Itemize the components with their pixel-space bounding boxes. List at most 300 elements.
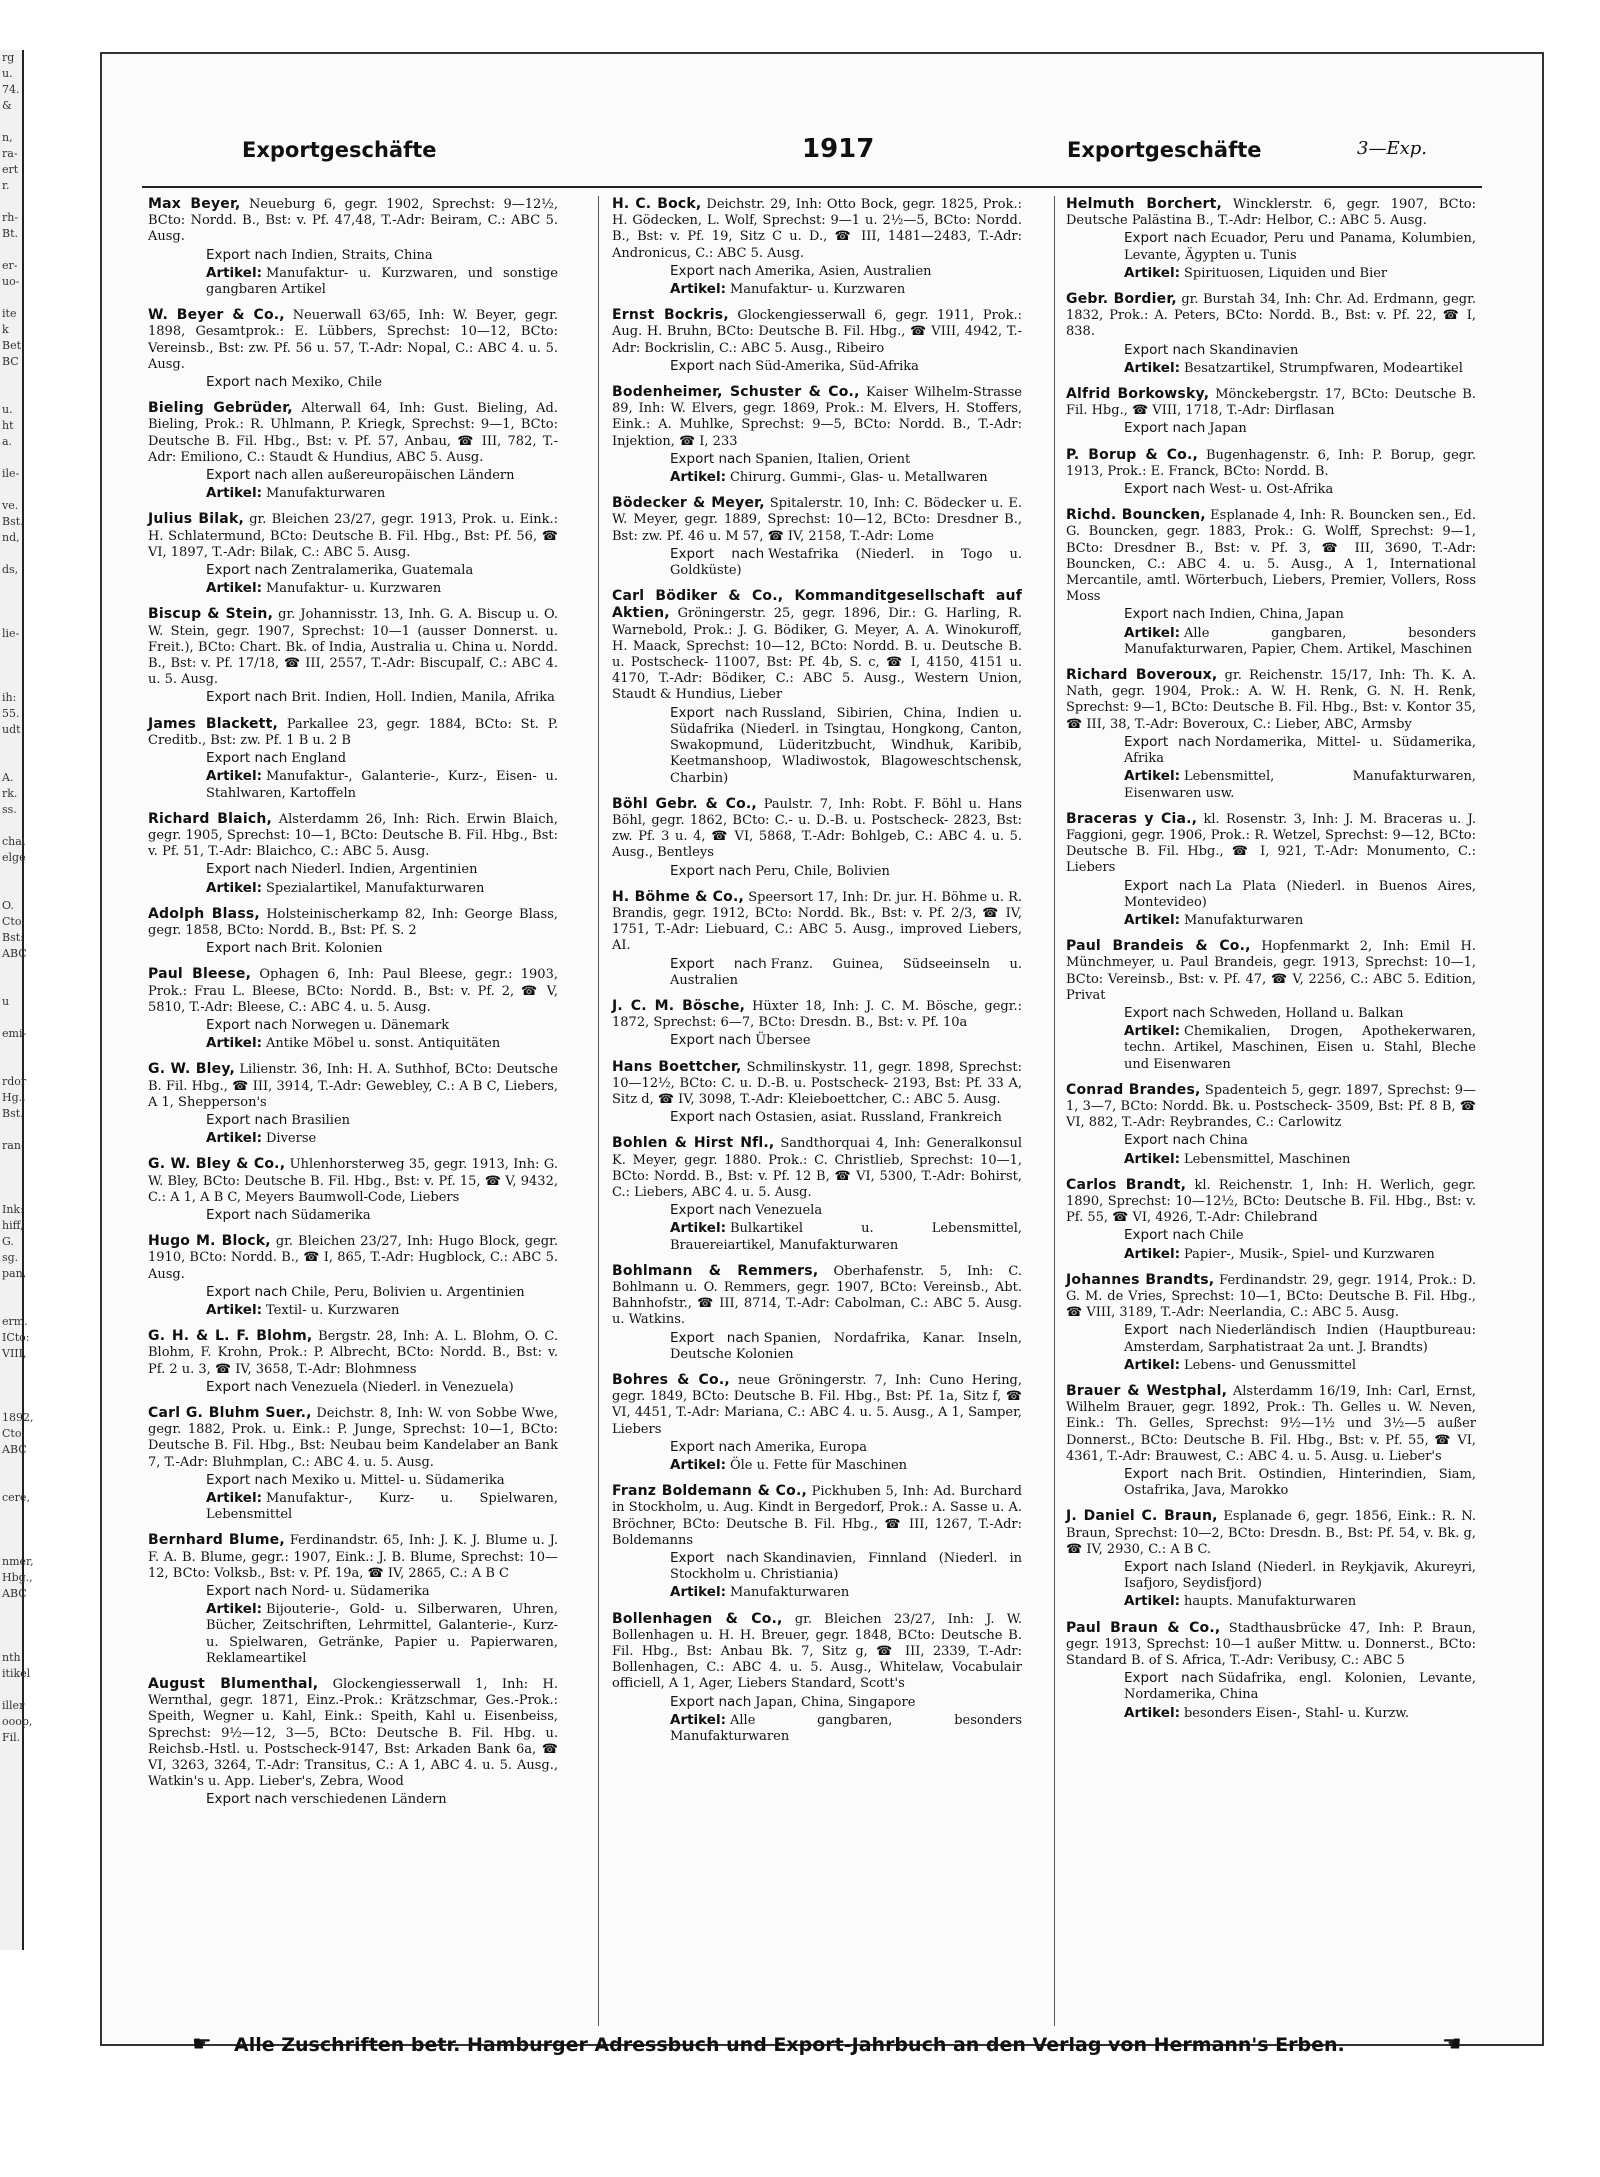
artikel-list: Manufaktur- u. Kurzwaren (265, 581, 442, 597)
firm-name: Bohres & Co., (612, 1372, 730, 1388)
artikel-list: besonders Eisen-, Stahl- u. Kurzw. (1183, 1705, 1410, 1721)
export-label: Export nach (1124, 481, 1206, 498)
export-destinations: West- u. Ost-Afrika (1209, 482, 1334, 498)
previous-page-fragment: r. (2, 179, 10, 192)
export-label: Export nach (1124, 1322, 1212, 1339)
directory-entry (612, 889, 1022, 989)
export-destinations: Indien, Straits, China (291, 247, 433, 263)
artikel-label: Artikel: (206, 1130, 262, 1147)
export-label: Export nach (670, 1109, 752, 1126)
export-label: Export nach (1124, 1670, 1214, 1687)
directory-entry (1066, 291, 1476, 377)
footer-notice: Alle Zuschriften betr. Hamburger Adressbuch und Export-Jahrbuch an den Verlag von Hermann's Erben. (234, 2034, 1345, 2056)
artikel-label: Artikel: (206, 768, 262, 785)
directory-entry (148, 1233, 558, 1319)
directory-entry (612, 1059, 1022, 1127)
previous-page-fragment: u. (2, 67, 13, 80)
directory-entry (148, 511, 558, 597)
artikel-list: Manufakturwaren (265, 486, 386, 502)
previous-page-fragment: ert (2, 163, 19, 176)
previous-page-fragment: rg (2, 51, 15, 64)
directory-entry (148, 1156, 558, 1224)
running-head-right: Exportgeschäfte (1067, 138, 1262, 162)
directory-entry (1066, 811, 1476, 929)
export-label: Export nach (670, 545, 765, 562)
previous-page-fragment: erm. (2, 1315, 28, 1328)
export-label: Export nach (670, 450, 752, 467)
export-destinations: Skandinavien (1209, 342, 1299, 358)
firm-name: Paul Bleese, (148, 966, 252, 983)
artikel-label: Artikel: (206, 1601, 262, 1618)
firm-details: Bugenhagenstr. 6, Inh: P. Borup, gegr. 1913, Prok.: E. Franck, BCto: Nordd. B. (1066, 447, 1476, 479)
export-label: Export nach (206, 1583, 288, 1600)
artikel-label: Artikel: (670, 1584, 726, 1601)
directory-entry (612, 196, 1022, 298)
previous-page-fragment (2, 1522, 22, 1538)
firm-details: Hopfenmarkt 2, Inh: Emil H. Münchmeyer, u. Paul Brandeis, gegr. 1913, Sprechst: 10—1, BCto: Vereinsb., Bst: v. Pf. 47, ☎ V, 2256, C.: ABC 5. Edition, Privat (1066, 939, 1476, 1003)
previous-page-fragment: pan, (2, 1267, 27, 1280)
export-destinations: Island (Niederl. in Reykjavik, Akureyri, Isafjoro, Seydisfjord) (1124, 1560, 1476, 1592)
previous-page-fragment (2, 386, 22, 402)
firm-name: Bieling Gebrüder, (148, 400, 293, 417)
export-destinations: allen außereuropäischen Ländern (291, 468, 515, 484)
firm-details: gr. Reichenstr. 15/17, Inh: Th. K. A. Nath, gegr. 1904, Prok.: A. W. H. Renk, G. N. H. Renk, Sprechst: 9—1, BCto: Deutsche B. Fil. Hbg., Bst: v. Kontor 35, ☎ III, 38, T.-Adr: Boveroux, C.: Lieber, ABC, Armsby (1066, 668, 1476, 732)
export-destinations: Peru, Chile, Bolivien (755, 863, 890, 879)
firm-details: Glockengiesserwall 6, gegr. 1911, Prok.: Aug. H. Bruhn, BCto: Deutsche B. Fil. Hbg., ☎ VIII, 4942, T.-Adr: Bockrislin, C.: ABC 5. Ausg., Ribeiro (612, 308, 1022, 356)
firm-details: Schmilinskystr. 11, gegr. 1898, Sprechst: 10—12½, BCto: C. u. D.-B. u. Postscheck- 2193, Bst: Pf. 33 A, Sitz d, ☎ IV, 3098, T.-Adr: Kleieboettcher, C.: ABC 5. Ausg. (612, 1059, 1022, 1107)
export-label: Export nach (1124, 1004, 1206, 1021)
artikel-list: Lebensmittel, Maschinen (1183, 1151, 1351, 1167)
artikel-list: Manufakturwaren (729, 1585, 850, 1601)
previous-page-fragment: ih: (2, 691, 17, 704)
artikel-label: Artikel: (1124, 911, 1180, 928)
previous-page-fragment: Bst: (2, 931, 24, 944)
previous-page-fragment: chai (2, 835, 26, 848)
directory-entry (1066, 1383, 1476, 1499)
previous-page-fragment: Bt. (2, 227, 19, 240)
artikel-list: Lebensmittel, Manufakturwaren, Eisenwaren usw. (1124, 769, 1476, 801)
firm-name: Julius Bilak, (148, 511, 244, 528)
previous-page-fragment: rh- (2, 211, 19, 224)
previous-page-fragment (2, 658, 22, 674)
firm-name: Carl G. Bluhm Suer., (148, 1405, 312, 1421)
previous-page-fragment: nd, (2, 531, 20, 544)
export-label: Export nach (670, 1550, 760, 1567)
previous-page-fragment: iller (2, 1699, 25, 1712)
firm-details: kl. Reichenstr. 1, Inh: H. Werlich, gegr. 1890, Sprechst: 10—12½, BCto: Deutsche B. Fil. Hbg., Bst: v. Pf. 55, ☎ VI, 4926, T.-Adr: Chilebrand (1066, 1177, 1476, 1226)
artikel-list: Manufaktur-, Kurz- u. Spielwaren, Lebensmittel (206, 1491, 558, 1523)
directory-entry (1066, 938, 1476, 1073)
directory-entry (1066, 447, 1476, 499)
firm-name: Ernst Bockris, (612, 307, 729, 324)
artikel-list: Spezialartikel, Manufakturwaren (265, 880, 485, 896)
previous-page-fragment: ra- (2, 147, 18, 160)
previous-page-fragment (2, 1058, 22, 1074)
previous-page-fragment (2, 818, 22, 834)
artikel-list: Lebens- und Genussmittel (1183, 1357, 1357, 1373)
previous-page-fragment: Bst. (2, 1107, 24, 1120)
firm-details: Deichstr. 8, Inh: W. von Sobbe Wwe, gegr. 1882, Prok. u. Eink.: P. Junge, Sprechst: 10—1, BCto: Deutsche B. Fil. Hbg., Bst: Neubau beim Kandelaber an Bank 7, T.-Adr: Bluhmplan, C.: ABC 4. u. 5. Ausg. (148, 1406, 558, 1470)
previous-page-strip (0, 50, 34, 1950)
page-year: 1917 (802, 134, 875, 164)
previous-page-fragment: Cto: (2, 1427, 26, 1440)
export-label: Export nach (1124, 1132, 1206, 1149)
previous-page-fragment: ooop, (2, 1715, 33, 1728)
previous-page-fragment: elge (2, 851, 26, 864)
firm-details: kl. Rosenstr. 3, Inh: J. M. Braceras u. J. Faggioni, gegr. 1906, Prok.: R. Wetzel, Sprechst: 9—12, BCto: Deutsche B. Fil. Hbg., ☎ I, 921, T.-Adr: Monumento, C.: Liebers (1066, 811, 1476, 876)
artikel-label: Artikel: (670, 1220, 726, 1237)
directory-entry (1066, 386, 1476, 438)
firm-details: Ophagen 6, Inh: Paul Bleese, gegr.: 1903, Prok.: Frau L. Bleese, BCto: Nordd. B., Bst: v. Pf. 2, ☎ V, 5810, T.-Adr: Bleese, C.: ABC 4. u. 5. Ausg. (148, 967, 558, 1015)
firm-details: neue Gröningerstr. 7, Inh: Cuno Hering, gegr. 1849, BCto: Deutsche B. Fil. Hbg., Bst: Pf. 1a, Sitz f, ☎ VI, 4451, T.-Adr: Mariana, C.: ABC 4. u. 5. Ausg., A 1, Samper, Liebers (612, 1373, 1023, 1437)
firm-name: J. C. M. Bösche, (612, 997, 746, 1014)
export-destinations: Amerika, Europa (755, 1439, 867, 1455)
artikel-list: Chirurg. Gummi-, Glas- u. Metallwaren (729, 470, 988, 486)
export-destinations: Niederländisch Indien (Hauptbureau: Amsterdam, Sarphatistraat 2a unt. J. Brandts) (1124, 1323, 1476, 1355)
firm-details: Spadenteich 5, gegr. 1897, Sprechst: 9—1, 3—7, BCto: Nordd. Bk. u. Postscheck- 3509, Bst: Pf. 8 B, ☎ VI, 882, T.-Adr: Reybrandes, C.: Carlowitz (1066, 1082, 1477, 1131)
previous-page-fragment: a. (2, 435, 13, 448)
directory-entry (148, 906, 558, 958)
previous-page-fragment: nmer, (2, 1555, 34, 1568)
directory-entry (148, 1532, 558, 1667)
directory-entry (1066, 196, 1476, 282)
previous-page-fragment: emi- (2, 1027, 27, 1040)
export-destinations: Franz. Guinea, Südseeinseln u. Australien (670, 956, 1022, 988)
export-label: Export nach (670, 262, 752, 279)
column-divider (598, 196, 599, 2026)
firm-details: Glockengiesserwall 1, Inh: H. Wernthal, gegr. 1871, Einz.-Prok.: Krätzschmar, Ges.-Prok.: Speith, Wegner u. Kahl, Eink.: Speith, Kahl u. Eisenbeiss, Sprechst: 9½—12, 3—5, BCto: Deutsche B. Fil. Hbg. u. Reichsb.-Hstl. u. Postscheck-9147, Bst: Arkaden Bank 6a, ☎ VI, 3263, 3264, T.-Adr: Transitus, C.: A 1, ABC 4. u. 5. Ausg., Watkin's u. App. Lieber's, Zebra, Wood (148, 1677, 558, 1790)
firm-name: H. Böhme & Co., (612, 888, 744, 905)
firm-details: Alterwall 64, Inh: Gust. Bieling, Ad. Bieling, Prok.: R. Uhlmann, P. Kriegk, Sprechst: 9—1, BCto: Deutsche B. Fil. Hbg., Bst: v. Pf. 57, Anbau, ☎ III, 782, T.-Adr: Emiliono, C.: Staudt & Hundius, ABC 5. Ausg. (148, 401, 558, 465)
previous-page-fragment (2, 482, 22, 498)
directory-entry (148, 1328, 558, 1396)
artikel-label: Artikel: (1124, 624, 1180, 641)
export-destinations: Ecuador, Peru und Panama, Kolumbien, Levante, Ägypten u. Tunis (1124, 231, 1476, 263)
export-label: Export nach (206, 750, 288, 767)
export-label: Export nach (206, 940, 288, 957)
firm-details: Bergstr. 28, Inh: A. L. Blohm, O. C. Blohm, F. Krohn, Prok.: P. Albrecht, BCto: Nordd. B., Bst: v. Pf. 2 u. 3, ☎ IV, 3658, T.-Adr: Blohmness (148, 1329, 558, 1377)
export-destinations: Spanien, Nordafrika, Kanar. Inseln, Deutsche Kolonien (670, 1330, 1022, 1362)
export-label: Export nach (670, 1438, 752, 1455)
export-destinations: Japan (1209, 421, 1247, 437)
previous-page-fragment (2, 1634, 22, 1650)
previous-page-fragment: ICto: (2, 1331, 30, 1344)
artikel-label: Artikel: (1124, 1704, 1180, 1721)
artikel-label: Artikel: (670, 281, 726, 298)
firm-name: Richard Blaich, (148, 810, 273, 827)
artikel-label: Artikel: (1124, 768, 1180, 785)
previous-page-fragment (2, 194, 22, 210)
firm-name: G. W. Bley, (148, 1061, 236, 1078)
export-label: Export nach (670, 1202, 752, 1219)
export-label: Export nach (206, 1471, 288, 1488)
directory-entry (1066, 1177, 1476, 1263)
previous-page-fragment: rdor (2, 1075, 27, 1088)
previous-page-fragment: ve. (2, 499, 19, 512)
firm-details: Esplanade 6, gegr. 1856, Eink.: R. N. Braun, Sprechst: 10—2, BCto: Dresdn. B., Bst: Pf. 54, v. Bk. g, ☎ IV, 2930, C.: A B C. (1066, 1509, 1476, 1557)
firm-name: Bödecker & Meyer, (612, 495, 765, 512)
previous-page-fragment: Hbg., (2, 1571, 33, 1584)
directory-entry (148, 606, 558, 706)
previous-page-fragment (2, 1298, 22, 1314)
firm-name: Bollenhagen & Co., (612, 1610, 783, 1627)
firm-details: Wincklerstr. 6, gegr. 1907, BCto: Deutsche Palästina B., T.-Adr: Helbor, C.: ABC 5. Ausg. (1066, 197, 1477, 229)
firm-name: James Blackett, (148, 715, 278, 732)
previous-page-fragment (2, 1042, 22, 1058)
previous-page-fragment (2, 1602, 22, 1618)
directory-entry (612, 1611, 1022, 1746)
previous-page-fragment: ht (2, 419, 14, 432)
previous-page-fragment: G. (2, 1235, 14, 1248)
firm-name: Böhl Gebr. & Co., (612, 795, 757, 812)
artikel-list: Öle u. Fette für Maschinen (729, 1458, 908, 1474)
artikel-list: Manufaktur- u. Kurzwaren (729, 282, 906, 298)
artikel-label: Artikel: (1124, 1593, 1180, 1610)
firm-details: Alsterdamm 26, Inh: Rich. Erwin Blaich, gegr. 1905, Sprechst: 10—1, BCto: Deutsche B. Fil. Hbg., Bst: v. Pf. 51, T.-Adr: Blaichco, C.: ABC 5. Ausg. (148, 811, 558, 860)
previous-page-fragment (2, 242, 22, 258)
previous-page-fragment: 1892, (2, 1411, 34, 1424)
firm-details: Ferdinandstr. 65, Inh: J. K. J. Blume u. J. F. A. B. Blume, gegr.: 1907, Eink.: J. B. Blume, Sprechst: 10—12, BCto: Volksb., Bst: v. Pf. 19a, ☎ IV, 2865, C.: A B C (148, 1533, 558, 1581)
firm-name: Max Beyer, (148, 196, 241, 212)
directory-entry (612, 1372, 1022, 1474)
artikel-label: Artikel: (206, 580, 262, 597)
firm-details: Alsterdamm 16/19, Inh: Carl, Ernst, Wilhelm Brauer, gegr. 1892, Prok.: Th. Gelles u. W. Neven, Eink.: Th. Gelles, Sprechst: 9½—1½ und 3½—5 außer Donnerst., BCto: Deutsche B. Fil. Hbg., Bst: v. Pf. 55, ☎ VI, 4361, T.-Adr: Brauwest, C.: ABC 4. u. 5. Ausg. u. Lieber's (1066, 1384, 1476, 1464)
previous-page-fragment (2, 578, 22, 594)
directory-entry (612, 998, 1022, 1050)
firm-name: Alfrid Borkowsky, (1066, 386, 1210, 403)
export-destinations: Indien, China, Japan (1209, 607, 1344, 623)
pointing-hand-left-icon: ☚ (1442, 2032, 1462, 2057)
firm-name: Richard Boveroux, (1066, 667, 1218, 684)
export-label: Export nach (1124, 1466, 1214, 1483)
firm-details: Oberhafenstr. 5, Inh: C. Bohlmann u. O. Remmers, gegr. 1907, BCto: Vereinsb., Abt. Bahnhofstr., ☎ III, 8714, T.-Adr: Cabolman, C.: ABC 5. Ausg. u. Watkins. (612, 1263, 1022, 1328)
previous-page-fragment: Ink: (2, 1203, 24, 1216)
previous-page-fragment: ds, (2, 563, 19, 576)
firm-details: Deichstr. 29, Inh: Otto Bock, gegr. 1825, Prok.: H. Gödecken, L. Wolf, Sprechst: 9—1 u. 2½—5, BCto: Nordd. B., Bst: v. Pf. 19, Sitz C u. D., ☎ III, 1481—2483, T.-Adr: Andronicus, C.: ABC 5. Ausg. (612, 197, 1022, 261)
previous-page-fragment: lie- (2, 627, 20, 640)
firm-name: J. Daniel C. Braun, (1066, 1508, 1218, 1525)
firm-name: Johannes Brandts, (1066, 1271, 1215, 1288)
export-destinations: Brit. Ostindien, Hinterindien, Siam, Ostafrika, Java, Marokko (1124, 1467, 1477, 1499)
firm-details: Parkallee 23, gegr. 1884, BCto: St. P. Creditb., Bst: zw. Pf. 1 B u. 2 B (148, 716, 559, 748)
artikel-label: Artikel: (206, 1035, 262, 1052)
directory-entry (1066, 1082, 1476, 1168)
directory-entry (612, 1135, 1022, 1253)
header-rule (142, 186, 1482, 188)
export-destinations: Brit. Kolonien (291, 941, 383, 957)
firm-details: gr. Bleichen 23/27, gegr. 1913, Prok. u. Eink.: H. Schlatermund, BCto: Deutsche B. Fil. Hbg., Bst: Pf. 56, ☎ VI, 1897, T.-Adr: Bilak, C.: ABC 5. Ausg. (148, 512, 558, 560)
directory-entry (1066, 1620, 1476, 1722)
artikel-label: Artikel: (1124, 264, 1180, 281)
previous-page-fragment (2, 1122, 22, 1138)
previous-page-fragment: udt (2, 723, 21, 736)
previous-page-fragment (2, 1458, 22, 1474)
previous-page-fragment (2, 1170, 22, 1186)
export-label: Export nach (206, 562, 288, 579)
export-label: Export nach (1124, 420, 1206, 437)
firm-details: Holsteinischerkamp 82, Inh: George Blass, gegr. 1858, BCto: Nordd. B., Bst: Pf. S. 2 (148, 906, 558, 938)
previous-page-fragment: hiff, (2, 1219, 24, 1232)
directory-entry (612, 495, 1022, 579)
directory-entry (148, 307, 558, 391)
previous-page-fragment: 74. (2, 83, 20, 96)
firm-name: Bohlmann & Remmers, (612, 1262, 819, 1279)
previous-page-fragment: O. (2, 899, 14, 912)
export-label: Export nach (1124, 606, 1206, 623)
previous-page-fragment: Fil. (2, 1731, 21, 1744)
export-destinations: Nord- u. Südamerika (291, 1584, 430, 1600)
previous-page-fragment (2, 450, 22, 466)
directory-entry (612, 1483, 1022, 1601)
previous-page-fragment: cere, (2, 1491, 30, 1504)
firm-details: Neuerwall 63/65, Inh: W. Beyer, gegr. 1898, Gesamtprok.: E. Lübbers, Sprechst: 10—12, BCto: Vereinsb., Bst: zw. Pf. 56 u. 57, T.-Adr: Nopal, C.: ABC 4. u. 5. Ausg. (148, 308, 559, 372)
firm-name: Paul Brandeis & Co., (1066, 938, 1251, 955)
export-destinations: China (1209, 1133, 1248, 1149)
export-label: Export nach (206, 1283, 288, 1300)
artikel-label: Artikel: (670, 1457, 726, 1474)
directory-entry (148, 811, 558, 897)
directory-entry (148, 1061, 558, 1147)
directory-entry (612, 1263, 1022, 1363)
export-label: Export nach (670, 357, 752, 374)
firm-name: Hans Boettcher, (612, 1058, 742, 1075)
firm-details: Esplanade 4, Inh: R. Bouncken sen., Ed. G. Bouncken, gegr. 1883, Prok.: G. Wolff, Sprechst: 9—1, BCto: Dresdner B., Bst: v. Pf. 3, ☎ III, 3690, T.-Adr: Bouncken, C.: ABC 4. u. 5. Ausg., A 1, International Mercantile, amtl. Wörterbuch, Liebers, Premier, Vollers, Ross Moss (1066, 508, 1476, 605)
firm-details: Pickhuben 5, Inh: Ad. Burchard in Stockholm, u. Aug. Kindt in Bergedorf, Prok.: A. Sasse u. A. Bröchner, BCto: Deutsche B. Fil. Hbg., ☎ III, 1267, T.-Adr: Boldemanns (612, 1484, 1023, 1548)
export-label: Export nach (206, 374, 288, 391)
export-label: Export nach (670, 1329, 760, 1346)
previous-page-fragment (2, 610, 22, 626)
export-destinations: La Plata (Niederl. in Buenos Aires, Montevideo) (1124, 878, 1476, 910)
firm-details: Lilienstr. 36, Inh: H. A. Suthhof, BCto: Deutsche B. Fil. Hbg., ☎ III, 3914, T.-Adr: Gewebley, C.: A B C, Liebers, A 1, Shepperson's (148, 1062, 559, 1110)
firm-details: Speersort 17, Inh: Dr. jur. H. Böhme u. R. Brandis, gegr. 1912, BCto: Nordd. Bk., Bst: v. Pf. 2/3, ☎ IV, 1751, T.-Adr: Liebuard, C.: ABC 5. Ausg., improved Liebers, AI. (612, 889, 1022, 954)
directory-page (100, 52, 1544, 2057)
export-label: Export nach (670, 955, 767, 972)
previous-page-fragment: ite (2, 307, 17, 320)
export-label: Export nach (206, 1378, 288, 1395)
previous-page-fragment: k (2, 323, 9, 336)
previous-page-fragment: ABC (2, 1587, 27, 1600)
firm-details: Paulstr. 7, Inh: Robt. F. Böhl u. Hans Böhl, gegr. 1862, BCto: C.- u. D.-B. u. Postscheck- 2823, Bst: zw. Pf. 3 u. 4, ☎ VI, 5868, T.-Adr: Bohlgeb, C.: ABC 4. u. 5. Ausg., Bentleys (612, 796, 1022, 861)
artikel-label: Artikel: (1124, 1356, 1180, 1373)
export-label: Export nach (206, 1791, 288, 1808)
artikel-list: Besatzartikel, Strumpfwaren, Modeartikel (1183, 360, 1463, 376)
column-divider (1054, 196, 1055, 2026)
previous-page-fragment: itikel (2, 1667, 31, 1680)
directory-entry (612, 796, 1022, 880)
previous-page-fragment: Bet. (2, 339, 25, 352)
page-number: 3—Exp. (1357, 138, 1427, 159)
export-destinations: Südafrika, engl. Kolonien, Levante, Nordamerika, China (1124, 1671, 1476, 1703)
export-label: Export nach (670, 1032, 752, 1049)
directory-entry (148, 966, 558, 1052)
export-destinations: Amerika, Asien, Australien (755, 263, 932, 279)
export-label: Export nach (1124, 230, 1207, 247)
export-destinations: England (291, 751, 347, 767)
previous-page-fragment: uo- (2, 275, 20, 288)
export-destinations: Nordamerika, Mittel- u. Südamerika, Afrika (1124, 734, 1476, 767)
firm-name: Bernhard Blume, (148, 1532, 285, 1549)
previous-page-fragment (2, 674, 22, 690)
export-destinations: Schweden, Holland u. Balkan (1209, 1005, 1404, 1021)
previous-page-fragment: Hg., (2, 1091, 26, 1104)
export-destinations: Japan, China, Singapore (755, 1694, 916, 1710)
column-middle (612, 196, 1022, 1754)
previous-page-fragment: BC (2, 355, 19, 368)
previous-page-fragment (2, 1154, 22, 1170)
directory-entry (148, 196, 558, 298)
previous-page-fragment: A. (2, 771, 14, 784)
firm-name: Conrad Brandes, (1066, 1081, 1201, 1098)
export-destinations: Ostasien, asiat. Russland, Frankreich (755, 1110, 1002, 1126)
previous-page-fragment: ABC (2, 1443, 27, 1456)
previous-page-fragment (2, 738, 22, 754)
firm-details: Sandthorquai 4, Inh: Generalkonsul K. Meyer, gegr. 1880. Prok.: C. Christlieb, Sprechst: 10—1, BCto: Nordd. B., Bst: v. Pf. 12 B, ☎ VI, 5300, T.-Adr: Bohirst, C.: Liebers, ABC 4. u. 5. Ausg. (612, 1136, 1022, 1200)
artikel-list: Alle gangbaren, besonders Manufakturwaren, Papier, Chem. Artikel, Maschinen (1124, 625, 1476, 657)
export-label: Export nach (1124, 733, 1211, 750)
artikel-list: Antike Möbel u. sonst. Antiquitäten (265, 1036, 501, 1052)
firm-name: Helmuth Borchert, (1066, 196, 1223, 212)
firm-name: Richd. Bouncken, (1066, 507, 1206, 524)
previous-page-fragment (2, 1618, 22, 1634)
previous-page-fragment: er- (2, 259, 18, 272)
artikel-list: Manufaktur- u. Kurzwaren, und sonstige gangbaren Artikel (206, 265, 558, 298)
previous-page-fragment (2, 1378, 22, 1394)
firm-details: gr. Bleichen 23/27, Inh: J. W. Bollenhagen u. H. H. Breuer, gegr. 1848, BCto: Deutsche B. Fil. Hbg., Bst: Anbau Bk. 7, Sitz g, ☎ III, 2339, T.-Adr: Bollenhagen, C.: ABC 4. u. 5. Ausg., Whitelaw, Vocabulair officiell, A 1, Ager, Liebers Standard, Scott's (612, 1611, 1022, 1692)
export-destinations: Süd-Amerika, Süd-Afrika (755, 358, 919, 374)
entries-columns (142, 196, 1482, 2026)
artikel-list: Diverse (265, 1131, 317, 1147)
export-destinations: Chile, Peru, Bolivien u. Argentinien (291, 1284, 525, 1300)
previous-page-fragment: 55. (2, 707, 20, 720)
firm-name: Braceras y Cia., (1066, 810, 1198, 827)
directory-entry (148, 716, 558, 802)
firm-details: Spitalerstr. 10, Inh: C. Bödecker u. E. W. Meyer, gegr. 1889, Sprechst: 10—12, BCto: Dresdner B., Bst: zw. Pf. 46 u. M 57, ☎ IV, 2158, T.-Adr: Lome (612, 496, 1023, 544)
export-destinations: Zentralamerika, Guatemala (291, 563, 474, 579)
export-label: Export nach (206, 861, 288, 878)
previous-page-fragment (2, 1394, 22, 1410)
artikel-list: Papier-, Musik-, Spiel- und Kurzwaren (1183, 1246, 1435, 1262)
export-label: Export nach (206, 1016, 288, 1033)
export-label: Export nach (206, 467, 288, 484)
previous-page-fragment: & (2, 99, 12, 112)
previous-page-fragment (2, 1506, 22, 1522)
directory-entry (612, 307, 1022, 375)
export-destinations: Chile (1209, 1228, 1244, 1244)
previous-page-fragment: ss. (2, 803, 17, 816)
directory-entry (148, 400, 558, 502)
artikel-label: Artikel: (1124, 359, 1180, 376)
artikel-list: Manufaktur-, Galanterie-, Kurz-, Eisen- u. Stahlwaren, Kartoffeln (206, 769, 558, 801)
export-destinations: Russland, Sibirien, China, Indien u. Südafrika (Niederl. in Tsingtau, Hongkong, Canton, Swakopmund, Lüderitzbucht, Windhuk, Karibib, Keetmanshoop, Wladiwostok, Blagoweschtschensk, Charbin) (670, 705, 1022, 786)
firm-details: Ferdinandstr. 29, gegr. 1914, Prok.: D. G. M. de Vries, Sprechst: 10—1, BCto: Deutsche B. Fil. Hbg., ☎ VIII, 3189, T.-Adr: Neerlandia, C.: ABC 5. Ausg. (1066, 1272, 1476, 1321)
artikel-label: Artikel: (206, 264, 262, 281)
artikel-label: Artikel: (1124, 1245, 1180, 1262)
export-label: Export nach (206, 246, 288, 263)
directory-entry (612, 588, 1022, 786)
export-destinations: Mexiko u. Mittel- u. Südamerika (291, 1472, 505, 1488)
previous-page-fragment (2, 594, 22, 610)
page-header (142, 134, 1522, 178)
artikel-label: Artikel: (670, 1711, 726, 1728)
running-head-left: Exportgeschäfte (242, 138, 437, 162)
export-destinations: Brit. Indien, Holl. Indien, Manila, Afrika (291, 690, 555, 706)
artikel-label: Artikel: (206, 1301, 262, 1318)
firm-details: Uhlenhorsterweg 35, gegr. 1913, Inh: G. W. Bley, BCto: Deutsche B. Fil. Hbg., Bst: v. Pf. 15, ☎ V, 9432, C.: A 1, A B C, Meyers Baumwoll-Code, Liebers (148, 1157, 558, 1205)
artikel-label: Artikel: (1124, 1023, 1180, 1040)
artikel-list: haupts. Manufakturwaren (1183, 1594, 1357, 1610)
firm-name: H. C. Bock, (612, 196, 702, 212)
directory-entry (612, 384, 1022, 486)
